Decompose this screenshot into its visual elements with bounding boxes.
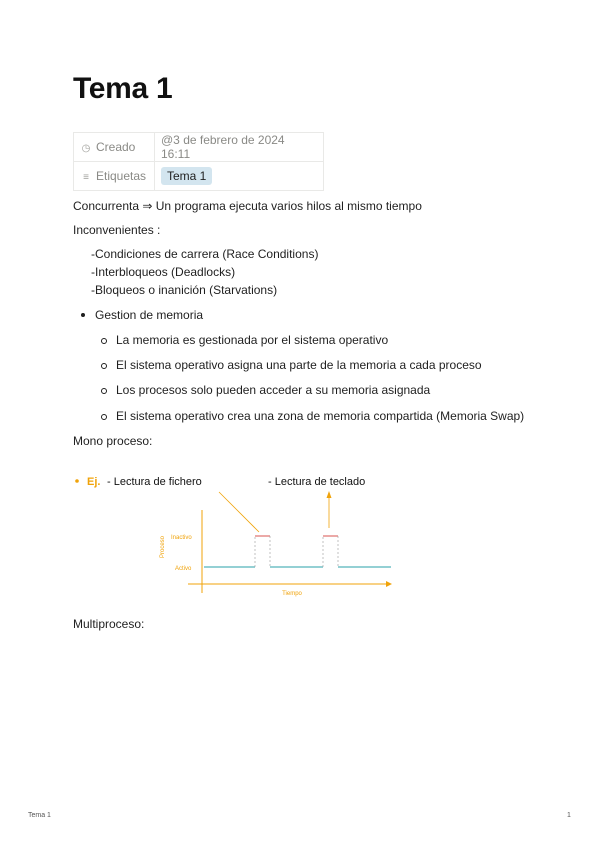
list-item: El sistema operativo asigna una parte de la memoria a cada proceso	[116, 358, 482, 372]
bullet-circle-icon	[101, 414, 107, 420]
property-value: @3 de febrero de 2024 16:11	[155, 133, 324, 162]
properties-table	[73, 132, 324, 191]
page-title: Tema 1	[73, 72, 173, 105]
tag-badge[interactable]: Tema 1	[161, 167, 212, 185]
property-tags	[74, 162, 324, 191]
clock-icon: ◷	[81, 143, 91, 154]
annotation-arrow-fichero	[219, 492, 259, 532]
list-item-gestion: Gestion de memoria	[95, 308, 204, 322]
list-icon: ≡	[83, 172, 89, 183]
list-item: -Bloqueos o inanición (Starvations)	[91, 283, 278, 297]
list-item: La memoria es gestionada por el sistema operativo	[116, 333, 389, 347]
state-active-label: Activo	[175, 566, 192, 572]
diagram-label-teclado: - Lectura de teclado	[268, 476, 366, 488]
property-key: Etiquetas	[96, 169, 147, 183]
paragraph-inconvenientes: Inconvenientes :	[73, 223, 161, 237]
x-axis-arrow-icon	[386, 581, 392, 587]
diagram-label-fichero: - Lectura de fichero	[107, 476, 202, 488]
footer-page-number: 1	[567, 812, 571, 819]
y-axis-label: Proceso	[160, 535, 166, 559]
list-item: Los procesos solo pueden acceder a su memoria asignada	[116, 383, 431, 397]
paragraph-multiproceso: Multiproceso:	[73, 617, 145, 631]
bullet-circle-icon	[101, 338, 107, 344]
bullet-circle-icon	[101, 363, 107, 369]
list-item: El sistema operativo crea una zona de memoria compartida (Memoria Swap)	[116, 409, 525, 423]
bullet-circle-icon	[101, 388, 107, 394]
list-item: -Interbloqueos (Deadlocks)	[91, 265, 236, 279]
paragraph-concurrencia: Concurrenta ⇒ Un programa ejecuta varios hilos al mismo tiempo	[73, 199, 422, 213]
footer-title: Tema 1	[28, 812, 51, 819]
paragraph-mono-proceso: Mono proceso:	[73, 434, 153, 448]
state-inactive-label: Inactivo	[171, 535, 192, 541]
list-item: -Condiciones de carrera (Race Conditions)	[91, 247, 319, 261]
bullet-disc-icon	[81, 313, 85, 317]
property-key: Creado	[96, 140, 136, 154]
diagram-example-label: Ej.	[87, 476, 101, 488]
process-state-diagram	[73, 470, 403, 600]
x-axis-label: Tiempo	[282, 591, 302, 597]
diagram-bullet-icon	[75, 479, 79, 483]
property-created	[74, 133, 324, 162]
